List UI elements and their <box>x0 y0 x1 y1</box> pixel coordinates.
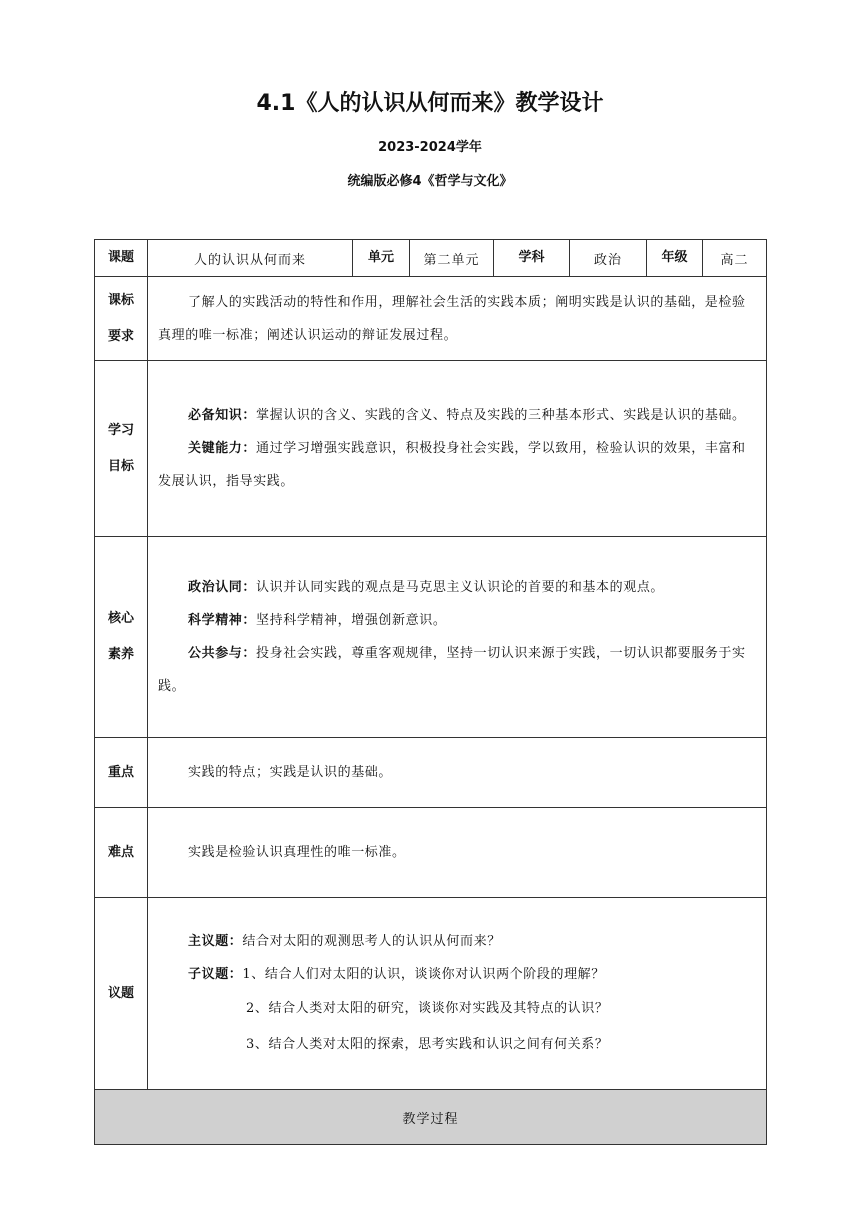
standard-label-line2: 要求 <box>107 328 134 344</box>
difficulty-row <box>95 808 767 898</box>
document-title: 4.1《人的认识从何而来》教学设计 <box>256 91 604 116</box>
standard-content <box>148 277 767 361</box>
grade-label: 年级 <box>647 240 703 277</box>
difficulty-content <box>148 808 767 898</box>
main-issue-text: 结合对太阳的观测思考人的认识从何而来？ <box>242 933 501 949</box>
goal-text: 通过学习增强实践意识，积极投身社会实践，学以致用，检验认识的效果，丰富和发展认识，指导实践。 <box>158 441 746 489</box>
sub-issue-text: 1、结合人们对太阳的认识，谈谈你对认识两个阶段的理解？ <box>242 966 605 982</box>
unit-value: 第二单元 <box>410 240 494 277</box>
key-point-content <box>148 738 767 808</box>
goals-label-line2: 目标 <box>107 458 134 474</box>
key-point-row <box>95 738 767 808</box>
core-head: 公共参与： <box>188 646 257 661</box>
core-label-line1: 核心 <box>107 611 134 626</box>
grade-value: 高二 <box>703 240 767 277</box>
topic-value: 人的认识从何而来 <box>148 240 353 277</box>
textbook-name: 统编版必修4《哲学与文化》 <box>347 174 513 189</box>
core-item <box>158 604 758 637</box>
core-label <box>95 537 148 738</box>
key-point-label: 重点 <box>95 738 148 808</box>
subject-label: 学科 <box>494 240 570 277</box>
sub-issue <box>158 958 758 991</box>
key-point-text: 实践的特点；实践是认识的基础。 <box>188 765 393 780</box>
unit-label: 单元 <box>353 240 410 277</box>
main-issue <box>158 925 758 958</box>
issues-content <box>148 898 767 1090</box>
issues-label: 议题 <box>95 898 148 1090</box>
goals-content <box>148 361 767 537</box>
topic-label: 课题 <box>95 240 148 277</box>
goal-text: 掌握认识的含义、实践的含义、特点及实践的三种基本形式、实践是认识的基础。 <box>256 408 746 423</box>
sub-issue-head: 子议题： <box>188 966 243 982</box>
standard-text: 了解人的实践活动的特性和作用，理解社会生活的实践本质；阐明实践是认识的基础，是检验真理的唯一标准；阐述认识运动的辩证发展过程。 <box>158 294 746 343</box>
lesson-plan-table <box>94 239 767 1145</box>
goals-label-line1: 学习 <box>107 422 134 438</box>
school-year: 2023-2024学年 <box>378 140 482 155</box>
sub-issue-text: 3、结合人类对太阳的探索，思考实践和认识之间有何关系？ <box>246 1036 609 1052</box>
goal-head: 必备知识： <box>188 408 257 423</box>
core-row <box>95 537 767 738</box>
core-label-line2: 素养 <box>107 647 134 662</box>
goal-head: 关键能力： <box>188 441 257 456</box>
subject-value: 政治 <box>570 240 647 277</box>
goals-row <box>95 361 767 537</box>
difficulty-text: 实践是检验认识真理性的唯一标准。 <box>188 845 406 860</box>
core-text: 坚持科学精神，增强创新意识。 <box>256 613 447 628</box>
goals-label <box>95 361 148 537</box>
core-item <box>158 571 758 604</box>
difficulty-label: 难点 <box>95 808 148 898</box>
core-text: 认识并认同实践的观点是马克思主义认识论的首要的和基本的观点。 <box>256 580 665 595</box>
standard-label <box>95 277 148 361</box>
standard-label-line1: 课标 <box>107 292 134 308</box>
main-issue-head: 主议题： <box>188 933 243 949</box>
process-row <box>95 1090 767 1145</box>
teaching-process-header: 教学过程 <box>95 1090 767 1145</box>
core-head: 政治认同： <box>188 580 257 595</box>
core-content <box>148 537 767 738</box>
header-row <box>95 240 767 277</box>
goal-item <box>158 399 758 432</box>
core-item <box>158 637 758 703</box>
issues-row <box>95 898 767 1090</box>
sub-issue-text: 2、结合人类对太阳的研究，谈谈你对实践及其特点的认识？ <box>246 1000 609 1016</box>
goal-item <box>158 432 758 498</box>
standard-row <box>95 277 767 361</box>
core-head: 科学精神： <box>188 613 257 628</box>
core-text: 投身社会实践，尊重客观规律，坚持一切认识来源于实践，一切认识都要服务于实践。 <box>158 646 746 694</box>
